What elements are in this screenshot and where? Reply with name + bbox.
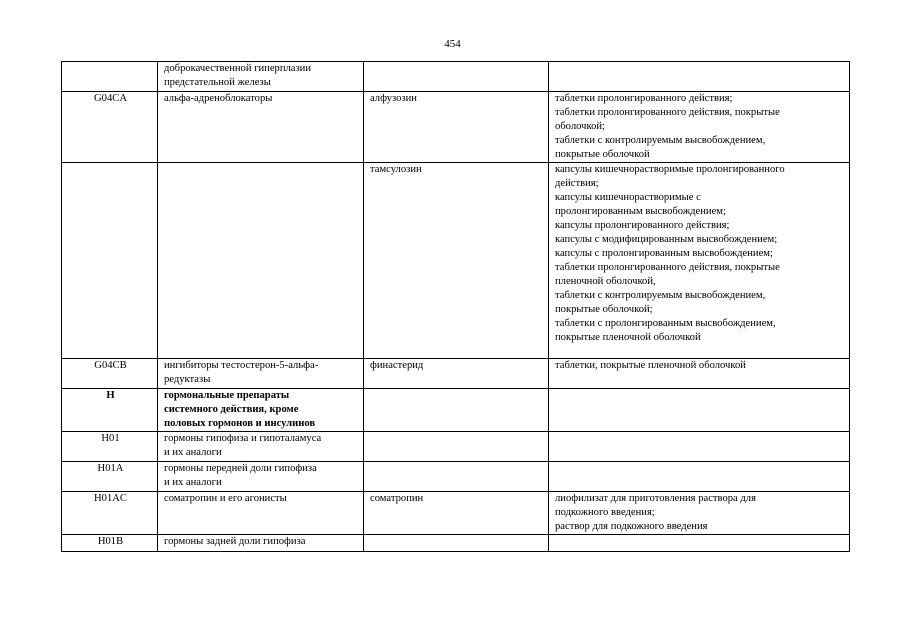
cell-text-line: раствор для подкожного введения (555, 521, 708, 532)
cell-text-line: покрытые пленочной оболочкой (555, 332, 701, 343)
cell-text-line: капсулы с модифицированным высвобождением; (555, 234, 778, 245)
table-row (62, 359, 850, 389)
atc-code-cell (62, 163, 158, 359)
dosage-forms-cell (549, 389, 850, 432)
cell-text-line: тамсулозин (370, 164, 422, 175)
cell-text: H01A (97, 463, 124, 474)
cell-text-line: альфа-адреноблокаторы (164, 93, 273, 104)
drug-name-cell (364, 359, 549, 389)
cell-text-line: капсулы кишечнорастворимые с (555, 192, 701, 203)
cell-text-line: доброкачественной гиперплазии (164, 63, 312, 74)
atc-code-cell (62, 462, 158, 492)
anatomical-group-cell (158, 535, 364, 552)
page-number: 454 (444, 38, 461, 50)
cell-text: H01B (97, 536, 124, 547)
atc-code-cell (62, 359, 158, 389)
drug-name-cell (364, 163, 549, 359)
cell-text-line: оболочкой; (555, 121, 605, 132)
cell-text-line: соматропин (370, 493, 424, 504)
cell-text-line: гормоны задней доли гипофиза (164, 536, 306, 547)
atc-code-cell (62, 432, 158, 462)
anatomical-group-cell (158, 92, 364, 163)
dosage-forms-cell (549, 62, 850, 92)
atc-code-cell (62, 389, 158, 432)
dosage-forms-cell (549, 432, 850, 462)
anatomical-group-cell (158, 492, 364, 535)
atc-code-cell (62, 535, 158, 552)
cell-text-line: редуктазы (164, 374, 211, 385)
cell-text: H01AC (94, 493, 127, 504)
cell-text-line: покрытые оболочкой; (555, 304, 653, 315)
cell-text: H01 (101, 433, 120, 444)
cell-text-line: покрытые оболочкой (555, 149, 650, 160)
table-body (62, 62, 850, 552)
cell-text-line: пленочной оболочкой, (555, 276, 656, 287)
dosage-forms-cell (549, 163, 850, 359)
dosage-forms-cell (549, 92, 850, 163)
cell-text-line: капсулы кишечнорастворимые пролонгированного (555, 164, 785, 175)
anatomical-group-cell (158, 163, 364, 359)
cell-text-line: соматропин и его агонисты (164, 493, 287, 504)
cell-text-line: гормональные препараты (164, 390, 290, 401)
drug-name-cell (364, 462, 549, 492)
atc-drug-table (61, 61, 850, 552)
cell-text-line: гормоны передней доли гипофиза (164, 463, 317, 474)
atc-code-cell (62, 492, 158, 535)
dosage-forms-cell (549, 462, 850, 492)
cell-text-line: таблетки с контролируемым высвобождением, (555, 135, 766, 146)
cell-text-line: половых гормонов и инсулинов (164, 418, 316, 429)
cell-text-line: таблетки пролонгированного действия, покрытые (555, 107, 780, 118)
cell-text-line: предстательной железы (164, 77, 271, 88)
cell-text-line: таблетки, покрытые пленочной оболочкой (555, 360, 746, 371)
drug-name-cell (364, 535, 549, 552)
cell-text-line: таблетки с контролируемым высвобождением, (555, 290, 766, 301)
cell-text-line: капсулы пролонгированного действия; (555, 220, 730, 231)
cell-text: G04CB (94, 360, 127, 371)
table-row (62, 492, 850, 535)
cell-text: H (106, 390, 115, 401)
table-row (62, 462, 850, 492)
cell-text-line: и их аналоги (164, 447, 222, 458)
drug-name-cell (364, 62, 549, 92)
cell-text-line: системного действия, кроме (164, 404, 299, 415)
anatomical-group-cell (158, 359, 364, 389)
cell-text-line: ингибиторы тестостерон-5-альфа- (164, 360, 319, 371)
cell-text-line: гормоны гипофиза и гипоталамуса (164, 433, 322, 444)
anatomical-group-cell (158, 432, 364, 462)
cell-text-line: подкожного введения; (555, 507, 655, 518)
cell-text-line: капсулы с пролонгированным высвобождением; (555, 248, 773, 259)
dosage-forms-cell (549, 492, 850, 535)
table-row (62, 389, 850, 432)
drug-name-cell (364, 492, 549, 535)
anatomical-group-cell (158, 62, 364, 92)
cell-text-line: таблетки пролонгированного действия; (555, 93, 733, 104)
dosage-forms-cell (549, 535, 850, 552)
table-row (62, 163, 850, 359)
table-row (62, 432, 850, 462)
dosage-forms-cell (549, 359, 850, 389)
cell-text-line: алфузозин (370, 93, 417, 104)
drug-name-cell (364, 92, 549, 163)
table-row (62, 535, 850, 552)
atc-code-cell (62, 62, 158, 92)
cell-text-line: таблетки пролонгированного действия, покрытые (555, 262, 780, 273)
cell-text-line: финастерид (370, 360, 424, 371)
drug-name-cell (364, 432, 549, 462)
table-row (62, 62, 850, 92)
anatomical-group-cell (158, 389, 364, 432)
cell-text: G04CA (94, 93, 127, 104)
cell-text-line: лиофилизат для приготовления раствора для (555, 493, 756, 504)
cell-text-line: пролонгированным высвобождением; (555, 206, 726, 217)
atc-code-cell (62, 92, 158, 163)
cell-text-line: и их аналоги (164, 477, 222, 488)
anatomical-group-cell (158, 462, 364, 492)
cell-text-line: действия; (555, 178, 599, 189)
table-row (62, 92, 850, 163)
cell-text-line: таблетки с пролонгированным высвобождением, (555, 318, 776, 329)
drug-name-cell (364, 389, 549, 432)
